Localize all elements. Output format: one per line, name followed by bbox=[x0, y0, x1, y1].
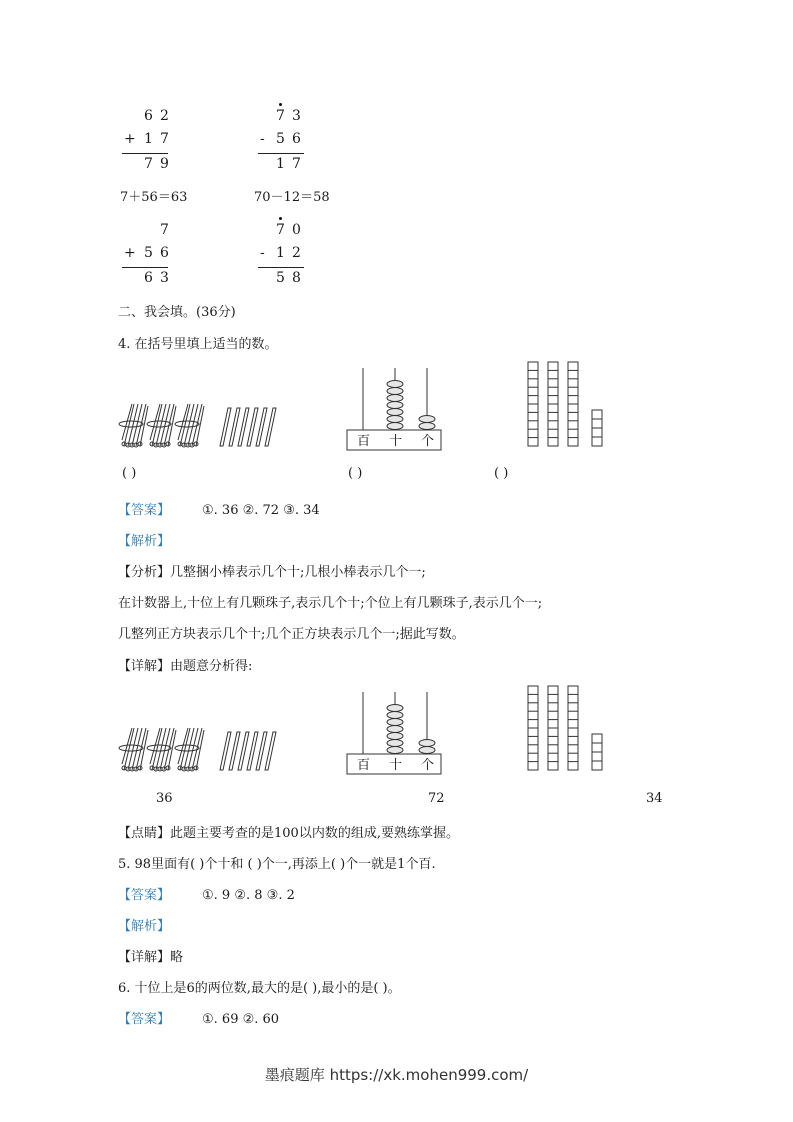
q4-analysis-line-2: 在计数器上,十位上有几颗珠子,表示几个十;个位上有几颗珠子,表示几个一; bbox=[118, 596, 543, 611]
q5-answer: 【答案】 ①. 9 ②. 8 ③. 2 bbox=[118, 888, 295, 903]
abacus-label-tens: 十 bbox=[389, 758, 403, 773]
q4-fenxi: 【分析】几整捆小棒表示几个十;几根小棒表示几个一; bbox=[118, 565, 426, 580]
stick-bundle-icon bbox=[119, 728, 148, 771]
blocks-figure-detail bbox=[526, 684, 606, 774]
q4-text: 4. 在括号里填上适当的数。 bbox=[118, 337, 278, 352]
q4-analysis-line-3: 几整列正方块表示几个十;几个正方块表示几个一;据此写数。 bbox=[118, 627, 465, 642]
single-sticks-icon bbox=[220, 408, 276, 446]
q6-answer: 【答案】 ①. 69 ②. 60 bbox=[118, 1012, 280, 1027]
stick-bundle-icon bbox=[147, 728, 176, 771]
abacus-figure bbox=[345, 366, 445, 456]
q4-blank-1[interactable]: ( ) bbox=[122, 466, 137, 481]
abacus-label-hundreds: 百 bbox=[357, 434, 371, 449]
q6-text: 6. 十位上是6的两位数,最大的是( ),最小的是( )。 bbox=[118, 981, 401, 996]
stick-bundle-icon bbox=[119, 404, 148, 447]
abacus-label-ones: 个 bbox=[421, 758, 435, 773]
equation-2: 70－12＝58 bbox=[254, 190, 330, 205]
stick-bundle-icon bbox=[175, 404, 204, 447]
q4-dianjing: 【点睛】此题主要考查的是100以内数的组成,要熟练掌握。 bbox=[118, 826, 459, 841]
footer-watermark[interactable]: 墨痕题库 https://xk.mohen999.com/ bbox=[264, 1066, 529, 1084]
section-title: 二、我会填。(36分) bbox=[118, 305, 236, 320]
q4-blank-2[interactable]: ( ) bbox=[348, 466, 363, 481]
q5-xiangjie: 【详解】略 bbox=[118, 950, 184, 965]
abacus-label-hundreds: 百 bbox=[357, 758, 371, 773]
blocks-figure bbox=[526, 360, 606, 450]
abacus-label-ones: 个 bbox=[421, 434, 435, 449]
q4-xiangjie: 【详解】由题意分析得: bbox=[118, 659, 253, 674]
single-sticks-icon bbox=[220, 732, 276, 770]
q4-value-2: 72 bbox=[428, 791, 445, 806]
q4-blank-3[interactable]: ( ) bbox=[494, 466, 509, 481]
q4-jiexi: 【解析】 bbox=[118, 534, 171, 549]
equation-1: 7＋56＝63 bbox=[120, 190, 188, 205]
stick-bundle-icon bbox=[175, 728, 204, 771]
bundles-figure-detail bbox=[118, 724, 288, 774]
q5-text: 5. 98里面有( )个十和 ( )个一,再添上( )个一就是1个百. bbox=[118, 857, 436, 872]
q4-value-3: 34 bbox=[646, 791, 663, 806]
q4-value-1: 36 bbox=[156, 791, 173, 806]
abacus-figure-detail bbox=[345, 690, 445, 780]
bundles-figure bbox=[118, 400, 288, 450]
stick-bundle-icon bbox=[147, 404, 176, 447]
abacus-label-tens: 十 bbox=[389, 434, 403, 449]
q4-answer: 【答案】 ①. 36 ②. 72 ③. 34 bbox=[118, 503, 320, 518]
q5-jiexi: 【解析】 bbox=[118, 919, 171, 934]
